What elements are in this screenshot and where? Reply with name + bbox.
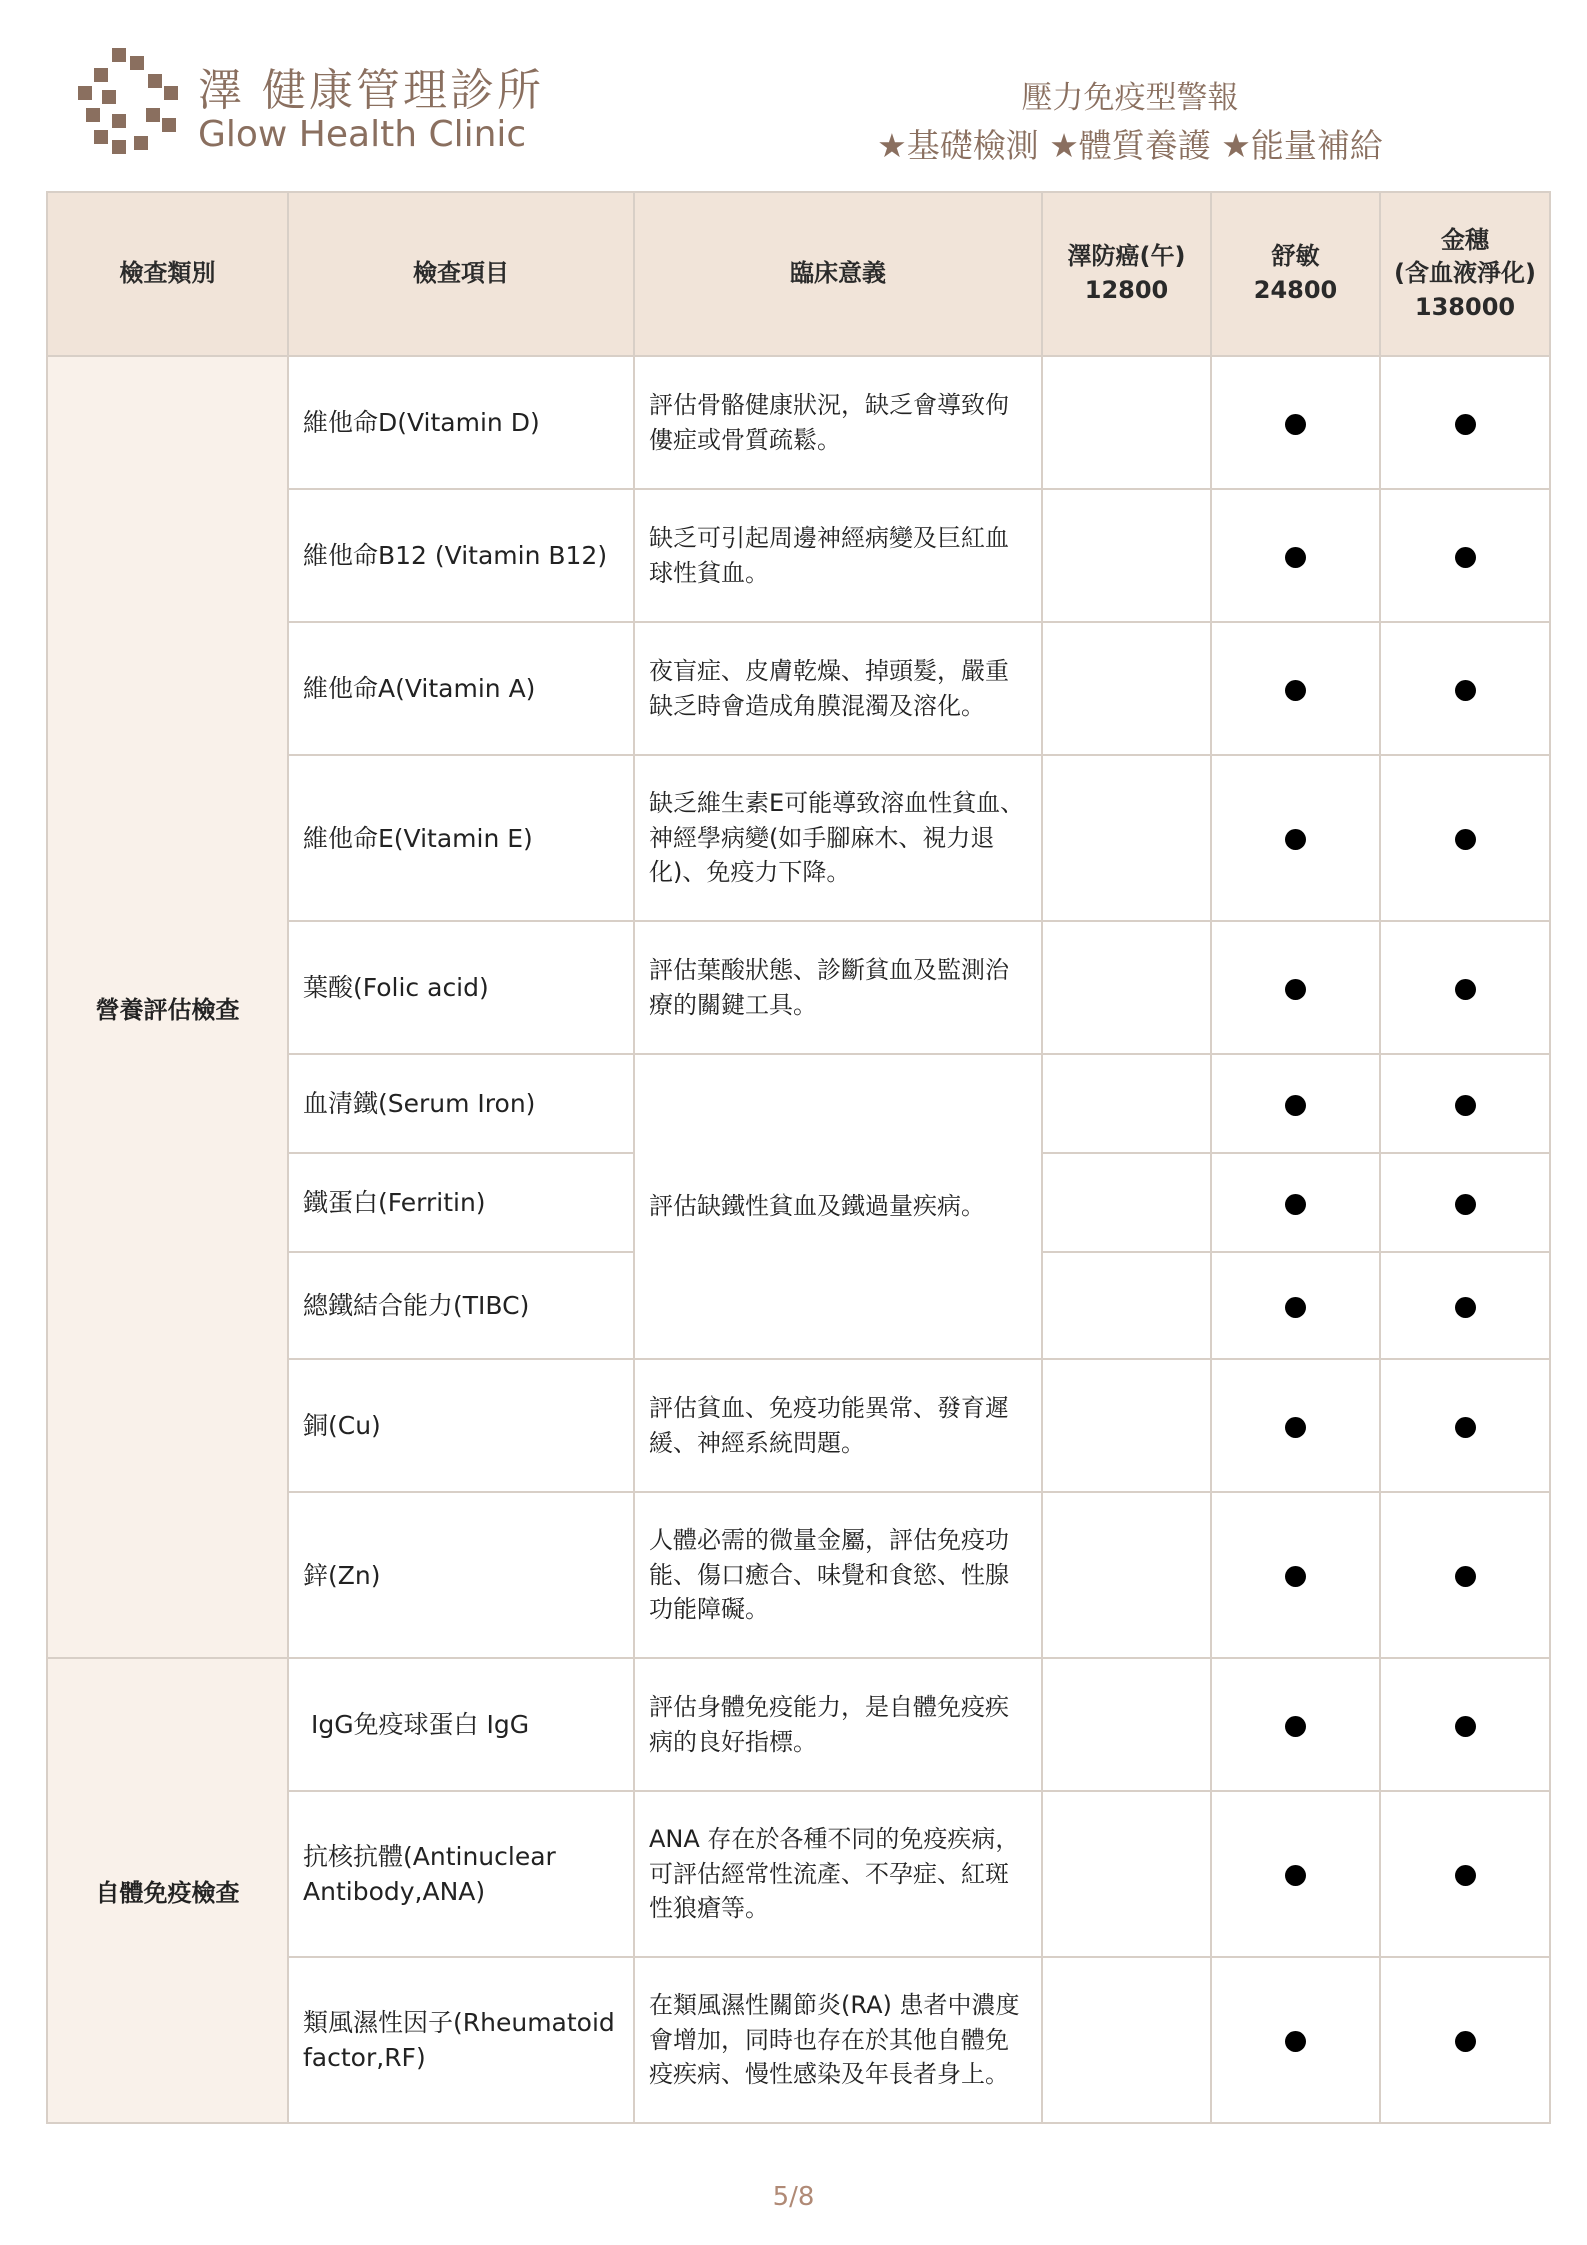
plan2-mark <box>1211 356 1380 489</box>
item-cell: 維他命D(Vitamin D) <box>288 356 634 489</box>
check-dot-icon <box>1455 1716 1476 1737</box>
plan1-mark <box>1042 1153 1211 1252</box>
check-dot-icon <box>1285 829 1306 850</box>
plan2-mark <box>1211 1252 1380 1359</box>
plan1-mark <box>1042 1957 1211 2123</box>
page-number: 5/8 <box>772 2182 815 2212</box>
plan3-mark <box>1380 921 1550 1054</box>
plan3-mark <box>1380 1492 1550 1658</box>
meaning-cell: 評估貧血、免疫功能異常、發育遲緩、神經系統問題。 <box>634 1359 1042 1492</box>
page-header <box>0 0 1587 190</box>
plan2-price: 24800 <box>1253 276 1338 304</box>
check-dot-icon <box>1285 1417 1306 1438</box>
plan3-mark <box>1380 755 1550 921</box>
meaning-cell: 缺乏維生素E可能導致溶血性貧血、神經學病變(如手腳麻木、視力退化)、免疫力下降。 <box>634 755 1042 921</box>
meaning-cell: 在類風濕性關節炎(RA) 患者中濃度會增加，同時也存在於其他自體免疫疾病、慢性感染及年長者身上。 <box>634 1957 1042 2123</box>
header-plan1 <box>1042 192 1211 356</box>
check-dot-icon <box>1455 1566 1476 1587</box>
plan3-mark <box>1380 356 1550 489</box>
plan2-mark <box>1211 1658 1380 1791</box>
brand-name-cn: 澤 健康管理診所 <box>198 65 544 116</box>
check-dot-icon <box>1285 680 1306 701</box>
check-dot-icon <box>1455 547 1476 568</box>
exam-table <box>46 191 1551 2124</box>
table-header-row <box>47 192 1550 356</box>
plan2-mark <box>1211 1492 1380 1658</box>
table-row <box>47 356 1550 489</box>
meaning-cell: 評估骨骼健康狀況，缺乏會導致佝僂症或骨質疏鬆。 <box>634 356 1042 489</box>
check-dot-icon <box>1285 1566 1306 1587</box>
item-cell: 總鐵結合能力(TIBC) <box>288 1252 634 1359</box>
plan3-mark <box>1380 1957 1550 2123</box>
meaning-cell: 評估身體免疫能力，是自體免疫疾病的良好指標。 <box>634 1658 1042 1791</box>
meaning-cell: 人體必需的微量金屬，評估免疫功能、傷口癒合、味覺和食慾、性腺功能障礙。 <box>634 1492 1042 1658</box>
plan2-mark <box>1211 755 1380 921</box>
plan2-mark <box>1211 1791 1380 1957</box>
item-cell: 葉酸(Folic acid) <box>288 921 634 1054</box>
plan3-mark <box>1380 1153 1550 1252</box>
meaning-cell: ANA 存在於各種不同的免疫疾病，可評估經常性流產、不孕症、紅斑性狼瘡等。 <box>634 1791 1042 1957</box>
header-plan2 <box>1211 192 1380 356</box>
plan1-name: 澤防癌(午) <box>1067 242 1186 271</box>
item-cell: 維他命E(Vitamin E) <box>288 755 634 921</box>
check-dot-icon <box>1455 2031 1476 2052</box>
brand-name-en: Glow Health Clinic <box>198 114 527 155</box>
item-cell: 維他命B12 (Vitamin B12) <box>288 489 634 622</box>
check-dot-icon <box>1285 414 1306 435</box>
meaning-cell-iron: 評估缺鐵性貧血及鐵過量疾病。 <box>634 1054 1042 1359</box>
plan3-price: 138000 <box>1414 292 1516 321</box>
category-nutrition: 營養評估檢查 <box>47 356 288 1658</box>
item-cell: IgG免疫球蛋白 IgG <box>288 1658 634 1791</box>
check-dot-icon <box>1455 1095 1476 1116</box>
header-plan3 <box>1380 192 1550 356</box>
check-dot-icon <box>1455 829 1476 850</box>
plan3-mark <box>1380 1054 1550 1153</box>
category-autoimmune: 自體免疫檢查 <box>47 1658 288 2123</box>
page-subtitle: ★基礎檢測 ★體質養護 ★能量補給 <box>877 126 1383 165</box>
plan2-mark <box>1211 1153 1380 1252</box>
plan3-mark <box>1380 489 1550 622</box>
check-dot-icon <box>1455 680 1476 701</box>
plan3-mark <box>1380 622 1550 755</box>
plan3-note: (含血液淨化) <box>1394 259 1536 288</box>
plan1-mark <box>1042 1791 1211 1957</box>
plan3-mark <box>1380 1252 1550 1359</box>
plan1-mark <box>1042 921 1211 1054</box>
check-dot-icon <box>1285 979 1306 1000</box>
plan1-price: 12800 <box>1084 276 1169 304</box>
check-dot-icon <box>1285 2031 1306 2052</box>
check-dot-icon <box>1285 1716 1306 1737</box>
clinic-logo-icon <box>72 46 184 158</box>
check-dot-icon <box>1285 1095 1306 1116</box>
item-cell: 類風濕性因子(Rheumatoid factor,RF) <box>288 1957 634 2123</box>
item-cell: 鐵蛋白(Ferritin) <box>288 1153 634 1252</box>
page-title: 壓力免疫型警報 <box>1021 80 1239 116</box>
check-dot-icon <box>1285 1297 1306 1318</box>
check-dot-icon <box>1455 1865 1476 1886</box>
meaning-cell: 夜盲症、皮膚乾燥、掉頭髮，嚴重缺乏時會造成角膜混濁及溶化。 <box>634 622 1042 755</box>
meaning-cell: 評估葉酸狀態、診斷貧血及監測治療的關鍵工具。 <box>634 921 1042 1054</box>
plan3-mark <box>1380 1658 1550 1791</box>
plan1-mark <box>1042 489 1211 622</box>
check-dot-icon <box>1455 1297 1476 1318</box>
check-dot-icon <box>1285 1194 1306 1215</box>
plan1-mark <box>1042 755 1211 921</box>
plan2-mark <box>1211 1957 1380 2123</box>
plan1-mark <box>1042 622 1211 755</box>
header-meaning: 臨床意義 <box>634 192 1042 356</box>
check-dot-icon <box>1455 414 1476 435</box>
plan3-mark <box>1380 1791 1550 1957</box>
check-dot-icon <box>1455 1194 1476 1215</box>
item-cell: 維他命A(Vitamin A) <box>288 622 634 755</box>
plan1-mark <box>1042 1658 1211 1791</box>
check-dot-icon <box>1285 547 1306 568</box>
plan2-mark <box>1211 1054 1380 1153</box>
plan2-mark <box>1211 1359 1380 1492</box>
plan3-name: 金穗 <box>1441 225 1489 254</box>
check-dot-icon <box>1455 979 1476 1000</box>
plan2-mark <box>1211 921 1380 1054</box>
plan2-mark <box>1211 622 1380 755</box>
meaning-cell: 缺乏可引起周邊神經病變及巨紅血球性貧血。 <box>634 489 1042 622</box>
item-cell: 血清鐵(Serum Iron) <box>288 1054 634 1153</box>
plan1-mark <box>1042 356 1211 489</box>
check-dot-icon <box>1455 1417 1476 1438</box>
plan1-mark <box>1042 1252 1211 1359</box>
item-cell: 銅(Cu) <box>288 1359 634 1492</box>
plan1-mark <box>1042 1359 1211 1492</box>
plan2-name: 舒敏 <box>1271 242 1320 271</box>
plan1-mark <box>1042 1492 1211 1658</box>
item-cell: 抗核抗體(Antinuclear Antibody,ANA) <box>288 1791 634 1957</box>
plan2-mark <box>1211 489 1380 622</box>
plan3-mark <box>1380 1359 1550 1492</box>
check-dot-icon <box>1285 1865 1306 1886</box>
header-category: 檢查類別 <box>47 192 288 356</box>
table-row <box>47 1658 1550 1791</box>
plan1-mark <box>1042 1054 1211 1153</box>
header-item: 檢查項目 <box>288 192 634 356</box>
item-cell: 鋅(Zn) <box>288 1492 634 1658</box>
